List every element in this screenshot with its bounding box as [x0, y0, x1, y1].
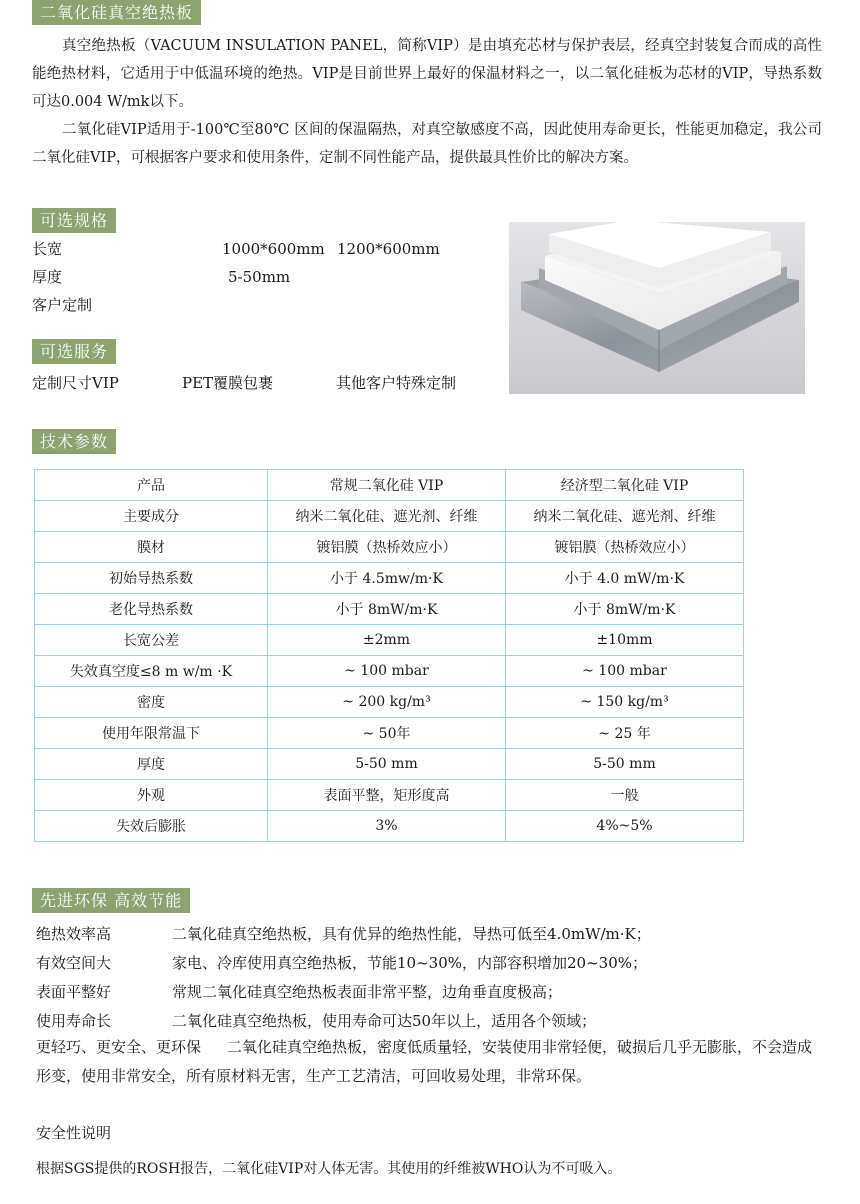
feature-item: [36, 978, 796, 1006]
feature-item: [36, 1007, 796, 1035]
table-row: [35, 656, 744, 687]
spec-thickness-row: [32, 264, 472, 290]
table-row: [35, 811, 744, 842]
table-cell: 外观: [35, 780, 268, 811]
table-cell: 3%: [268, 811, 506, 842]
table-cell: 失效真空度≤8 m w/m ·K: [35, 656, 268, 687]
feature-value: 二氧化硅真空绝热板，使用寿命可达50年以上，适用各个领域；: [172, 1012, 597, 1030]
table-cell: 小于 4.0 mW/m·K: [506, 563, 744, 594]
section-tab-intro: 二氧化硅真空绝热板: [32, 0, 201, 25]
table-row: [35, 563, 744, 594]
table-row: [35, 749, 744, 780]
section-tab-params: 技术参数: [32, 429, 116, 454]
table-cell: ~ 25 年: [506, 718, 744, 749]
table-cell: 5-50 mm: [506, 749, 744, 780]
table-cell: 使用年限常温下: [35, 718, 268, 749]
section-tab-services: 可选服务: [32, 339, 116, 364]
spec-size-value-1: 1000*600mm: [222, 240, 325, 258]
table-cell: 初始导热系数: [35, 563, 268, 594]
table-cell: 4%~5%: [506, 811, 744, 842]
table-cell: 厚度: [35, 749, 268, 780]
table-cell: ~ 100 mbar: [268, 656, 506, 687]
table-header-cell: 常规二氧化硅 VIP: [268, 470, 506, 501]
table-cell: ~ 150 kg/m³: [506, 687, 744, 718]
spec-custom-row: [32, 292, 472, 318]
service-item: 其他客户特殊定制: [336, 374, 457, 392]
params-table: [34, 469, 744, 842]
table-row: [35, 532, 744, 563]
table-row: [35, 501, 744, 532]
feature-key: 绝热效率高: [36, 925, 112, 943]
intro-paragraph-1: 真空绝热板（VACUUM INSULATION PANEL，简称VIP）是由填充芯材与保护表层，经真空封装复合而成的高性能绝热材料，它适用于中低温环境的绝热。VIP是目前世界上最好的保温材料之一，以二氧化硅板为芯材的VIP，导热系数可达0.004 W/mk以下。: [32, 38, 822, 110]
feature-value: 二氧化硅真空绝热板，具有优异的绝热性能，导热可低至4.0mW/m·K；: [172, 925, 651, 943]
table-cell: 失效后膨胀: [35, 811, 268, 842]
table-header-cell: 经济型二氧化硅 VIP: [506, 470, 744, 501]
spec-size-row: [32, 236, 472, 262]
feature-item: [36, 949, 796, 977]
table-cell: ±2mm: [268, 625, 506, 656]
table-cell: 镀铝膜（热桥效应小）: [268, 532, 506, 563]
feature-value: 常规二氧化硅真空绝热板表面非常平整，边角垂直度极高；: [172, 983, 563, 1001]
feature-value: 家电、冷库使用真空绝热板，节能10~30%，内部容积增加20~30%；: [172, 954, 647, 972]
table-cell: 一般: [506, 780, 744, 811]
service-item: PET覆膜包裹: [182, 374, 274, 392]
spec-thickness-label: 厚度: [32, 268, 63, 286]
spec-size-label: 长宽: [32, 240, 63, 258]
table-cell: 密度: [35, 687, 268, 718]
feature-value: 二氧化硅真空绝热板，密度低质量轻，安装使用非常轻便，破损后几乎无膨胀，不会造成形变，使用非常安全，所有原材料无害，生产工艺清洁，可回收易处理，非常环保。: [36, 1038, 813, 1085]
services-row: [32, 370, 492, 396]
product-photo: [509, 222, 805, 394]
table-row: [35, 625, 744, 656]
table-cell: 主要成分: [35, 501, 268, 532]
table-cell: 长宽公差: [35, 625, 268, 656]
table-cell: ~ 50年: [268, 718, 506, 749]
feature-item: [36, 920, 796, 948]
table-cell: 镀铝膜（热桥效应小）: [506, 532, 744, 563]
table-cell: 纳米二氧化硅、遮光剂、纤维: [268, 501, 506, 532]
section-tab-features: 先进环保 高效节能: [32, 888, 190, 913]
table-cell: 表面平整，矩形度高: [268, 780, 506, 811]
section-tab-specs: 可选规格: [32, 208, 116, 233]
vip-panels-illustration: [509, 222, 805, 394]
table-row: [35, 687, 744, 718]
intro-paragraph-2: 二氧化硅VIP适用于-100℃至80℃ 区间的保温隔热，对真空敏感度不高，因此使用寿命更长，性能更加稳定，我公司二氧化硅VIP，可根据客户要求和使用条件，定制不同性能产品，提供最具性价比的解决方案。: [32, 122, 822, 166]
table-cell: ~ 200 kg/m³: [268, 687, 506, 718]
safety-text: 根据SGS提供的ROSH报告，二氧化硅VIP对人体无害。其使用的纤维被WHO认为不可吸入。: [36, 1161, 622, 1177]
feature-key: 有效空间大: [36, 954, 112, 972]
table-header-row: [35, 470, 744, 501]
table-header-cell: 产品: [35, 470, 268, 501]
table-cell: 膜材: [35, 532, 268, 563]
spec-thickness-value: 5-50mm: [228, 268, 291, 286]
table-cell: 小于 8mW/m·K: [506, 594, 744, 625]
table-row: [35, 718, 744, 749]
table-cell: 纳米二氧化硅、遮光剂、纤维: [506, 501, 744, 532]
spec-size-value-2: 1200*600mm: [337, 240, 440, 258]
table-cell: 5-50 mm: [268, 749, 506, 780]
safety-title: 安全性说明: [36, 1124, 112, 1142]
table-row: [35, 594, 744, 625]
table-row: [35, 780, 744, 811]
table-cell: 小于 8mW/m·K: [268, 594, 506, 625]
feature-key: 使用寿命长: [36, 1012, 112, 1030]
feature-key: 更轻巧、更安全、更环保: [36, 1038, 202, 1056]
table-cell: 小于 4.5mw/m·K: [268, 563, 506, 594]
feature-item-long: [36, 1033, 826, 1091]
spec-custom-label: 客户定制: [32, 296, 93, 314]
feature-key: 表面平整好: [36, 983, 112, 1001]
table-cell: ±10mm: [506, 625, 744, 656]
table-cell: 老化导热系数: [35, 594, 268, 625]
table-cell: ~ 100 mbar: [506, 656, 744, 687]
service-item: 定制尺寸VIP: [32, 374, 119, 392]
